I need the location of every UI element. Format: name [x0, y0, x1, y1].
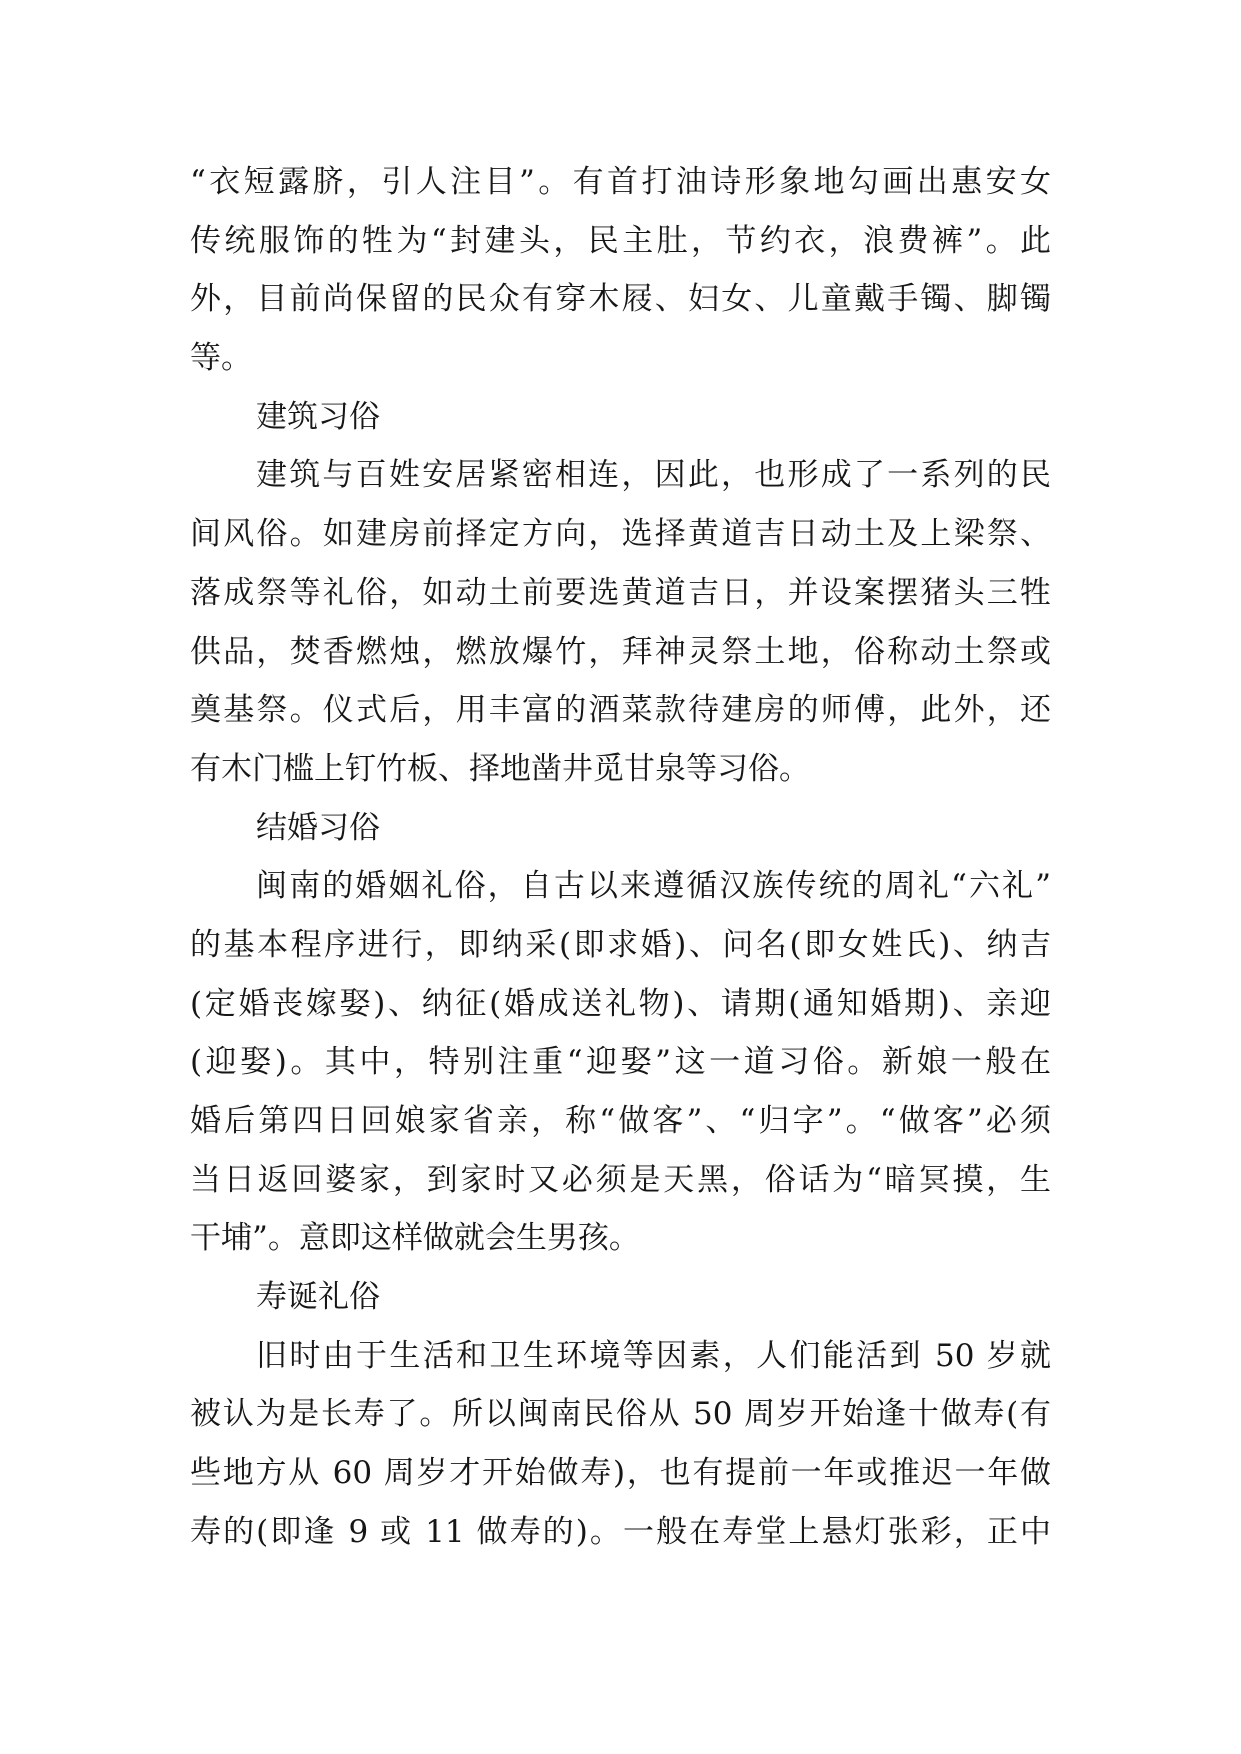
paragraph-line: 传统服饰的牲为“封建头，民主肚，节约衣，浪费裤”。此	[190, 222, 1051, 259]
paragraph-line: 等。	[190, 340, 252, 377]
paragraph-birthday	[190, 1327, 1051, 1562]
paragraph-line: 些地方从 60 周岁才开始做寿)，也有提前一年或推迟一年做	[190, 1455, 1051, 1492]
paragraph-line: 奠基祭。仪式后，用丰富的酒菜款待建房的师傅，此外，还	[190, 692, 1051, 729]
paragraph-line: 干埔”。意即这样做就会生男孩。	[190, 1220, 640, 1257]
paragraph-line: 供品，焚香燃烛，燃放爆竹，拜神灵祭土地，俗称动土祭或	[190, 633, 1051, 670]
paragraph-marriage	[190, 857, 1051, 1268]
paragraph-line: 当日返回婆家，到家时又必须是天黑，俗话为“暗冥摸，生	[190, 1161, 1051, 1198]
section-heading-marriage: 结婚习俗	[256, 809, 380, 846]
paragraph-clothing-continued	[190, 153, 1051, 388]
paragraph-line: “衣短露脐，引人注目”。有首打油诗形象地勾画出惠安女	[190, 164, 1051, 200]
paragraph-line: 的基本程序进行，即纳采(即求婚)、问名(即女姓氏)、纳吉	[190, 926, 1051, 963]
paragraph-line: 闽南的婚姻礼俗，自古以来遵循汉族传统的周礼“六礼”	[256, 868, 1051, 905]
paragraph-line: 间风俗。如建房前择定方向，选择黄道吉日动土及上梁祭、	[190, 516, 1051, 553]
paragraph-architecture	[190, 446, 1051, 798]
section-heading-architecture: 建筑习俗	[256, 398, 380, 435]
paragraph-line: 旧时由于生活和卫生环境等因素，人们能活到 50 岁就	[256, 1337, 1051, 1374]
paragraph-line: 寿的(即逢 9 或 11 做寿的)。一般在寿堂上悬灯张彩，正中	[190, 1513, 1051, 1550]
section-heading-birthday: 寿诞礼俗	[256, 1279, 380, 1316]
paragraph-line: 外，目前尚保留的民众有穿木屐、妇女、儿童戴手镯、脚镯	[190, 281, 1051, 318]
paragraph-line: 建筑与百姓安居紧密相连，因此，也形成了一系列的民	[256, 457, 1051, 494]
paragraph-line: 婚后第四日回娘家省亲，称“做客”、“归字”。“做客”必须	[190, 1103, 1051, 1139]
paragraph-line: 被认为是长寿了。所以闽南民俗从 50 周岁开始逢十做寿(有	[190, 1396, 1051, 1433]
paragraph-line: (定婚丧嫁娶)、纳征(婚成送礼物)、请期(通知婚期)、亲迎	[190, 985, 1051, 1022]
paragraph-line: 落成祭等礼俗，如动土前要选黄道吉日，并设案摆猪头三牲	[190, 574, 1051, 611]
paragraph-line: (迎娶)。其中，特别注重“迎娶”这一道习俗。新娘一般在	[190, 1044, 1051, 1081]
paragraph-line: 有木门槛上钉竹板、择地凿井觅甘泉等习俗。	[190, 750, 810, 787]
document-body	[190, 153, 1051, 1562]
